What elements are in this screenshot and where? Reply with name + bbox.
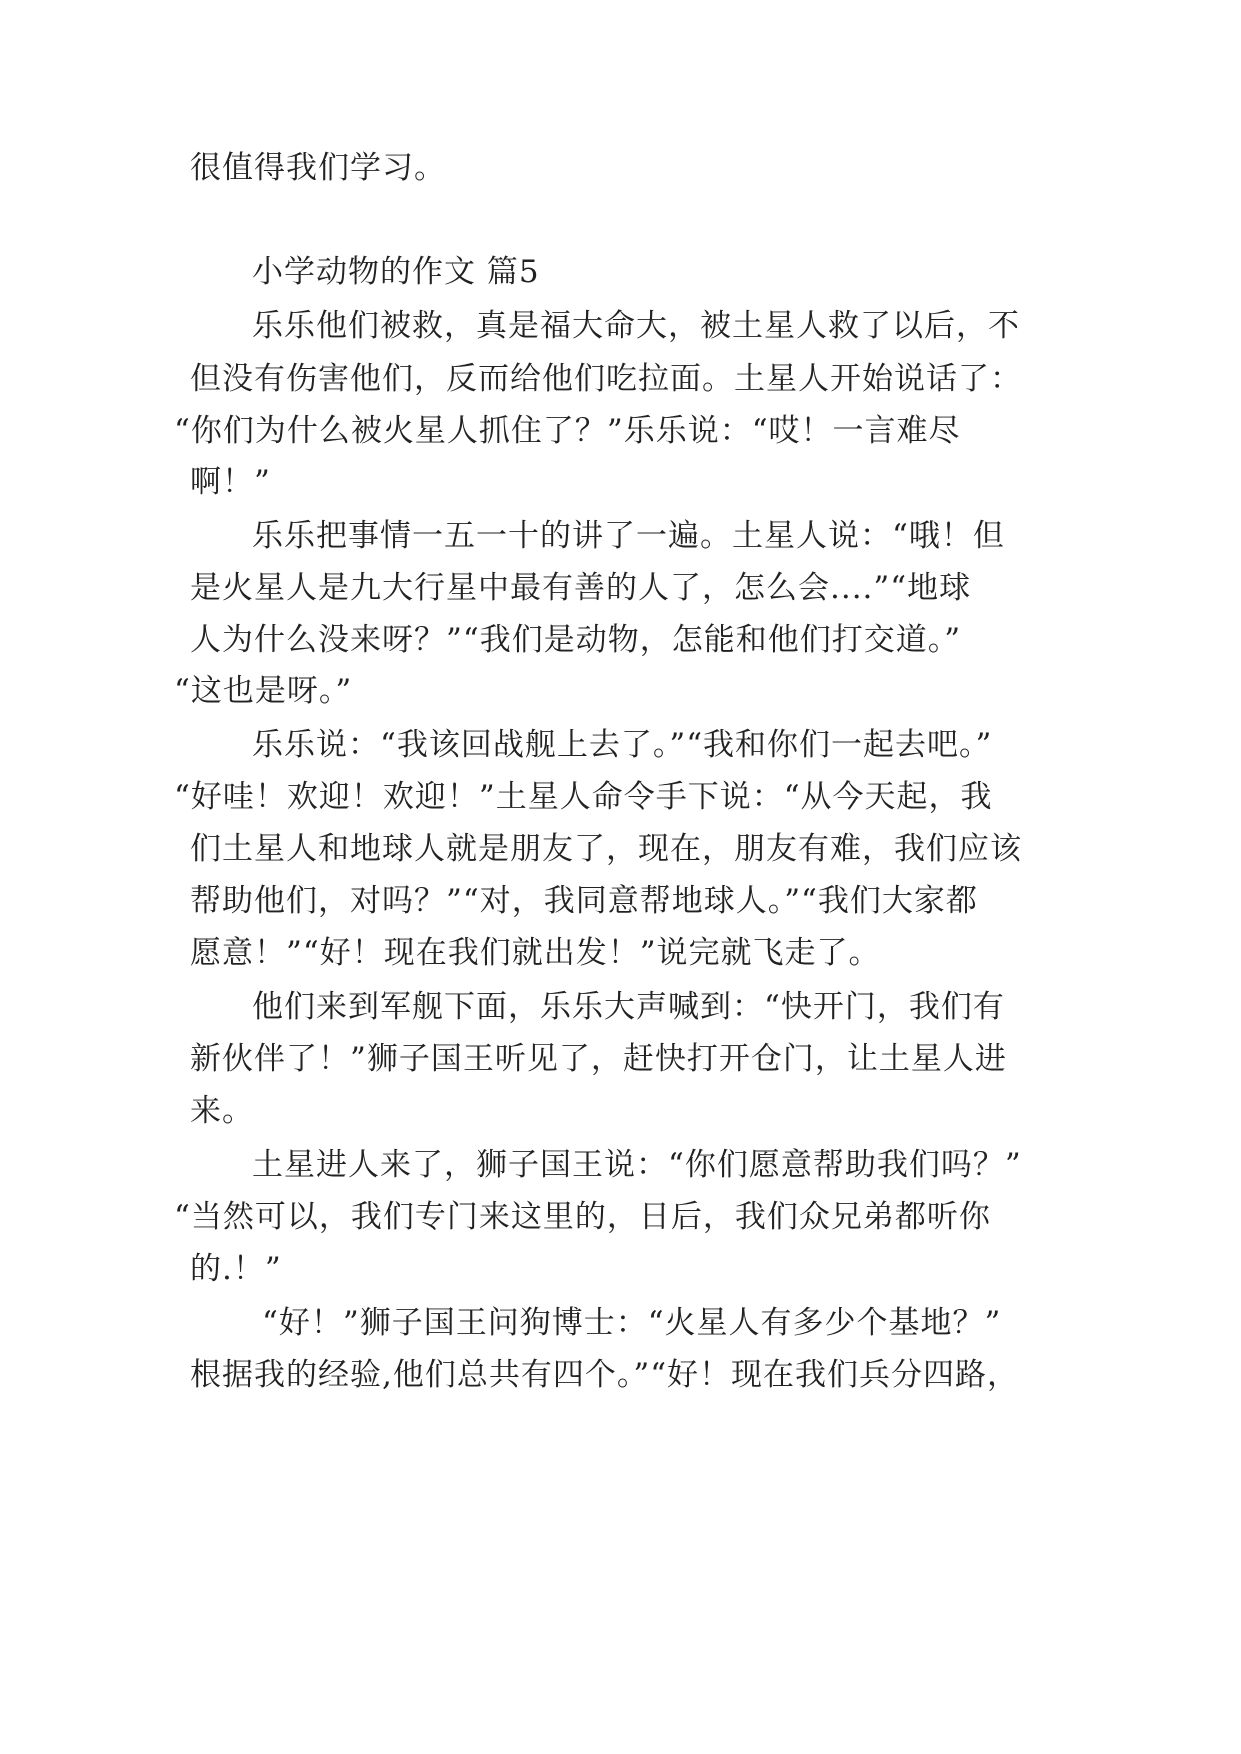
paragraph-line: 人为什么没来呀？”“我们是动物，怎能和他们打交道。” bbox=[190, 622, 962, 658]
paragraph-line: 帮助他们，对吗？”“对，我同意帮地球人。”“我们大家都 bbox=[190, 883, 978, 919]
paragraph-line: “这也是呀。” bbox=[174, 673, 353, 709]
paragraph-line: “你们为什么被火星人抓住了？”乐乐说：“哎！一言难尽 bbox=[174, 413, 961, 449]
paragraph-line: 们土星人和地球人就是朋友了，现在，朋友有难，我们应该 bbox=[190, 831, 1022, 867]
paragraph-line: 的.！” bbox=[190, 1251, 282, 1287]
paragraph-line: 他们来到军舰下面，乐乐大声喊到：“快开门，我们有 bbox=[252, 989, 1005, 1025]
paragraph-line: “好哇！欢迎！欢迎！”土星人命令手下说：“从今天起，我 bbox=[174, 779, 993, 815]
paragraph-line: 愿意！”“好！现在我们就出发！”说完就飞走了。 bbox=[190, 935, 881, 971]
paragraph-line: 新伙伴了！”狮子国王听见了，赶快打开仓门，让土星人进 bbox=[190, 1041, 1007, 1077]
paragraph-line: 啊！” bbox=[190, 464, 271, 500]
paragraph-line: 但没有伤害他们，反而给他们吃拉面。土星人开始说话了： bbox=[190, 361, 1022, 397]
paragraph-line: “好！”狮子国王问狗博士：“火星人有多少个基地？” bbox=[262, 1305, 1002, 1341]
paragraph-line: 乐乐说：“我该回战舰上去了。”“我和你们一起去吧。” bbox=[252, 727, 993, 763]
section-heading: 小学动物的作文 篇5 bbox=[252, 254, 540, 290]
paragraph-line: 是火星人是九大行星中最有善的人了，怎么会....”“地球 bbox=[190, 570, 972, 606]
paragraph-line: 乐乐把事情一五一十的讲了一遍。土星人说：“哦！但 bbox=[252, 518, 1005, 554]
paragraph-line: “当然可以，我们专门来这里的，日后，我们众兄弟都听你 bbox=[174, 1199, 991, 1235]
paragraph-line: 土星进人来了，狮子国王说：“你们愿意帮助我们吗？” bbox=[252, 1147, 1022, 1183]
top-line: 很值得我们学习。 bbox=[190, 150, 446, 186]
paragraph-line: 乐乐他们被救，真是福大命大，被土星人救了以后，不 bbox=[252, 308, 1020, 344]
paragraph-line: 来。 bbox=[190, 1093, 254, 1129]
paragraph-line: 根据我的经验,他们总共有四个。”“好！现在我们兵分四路， bbox=[190, 1357, 1020, 1393]
